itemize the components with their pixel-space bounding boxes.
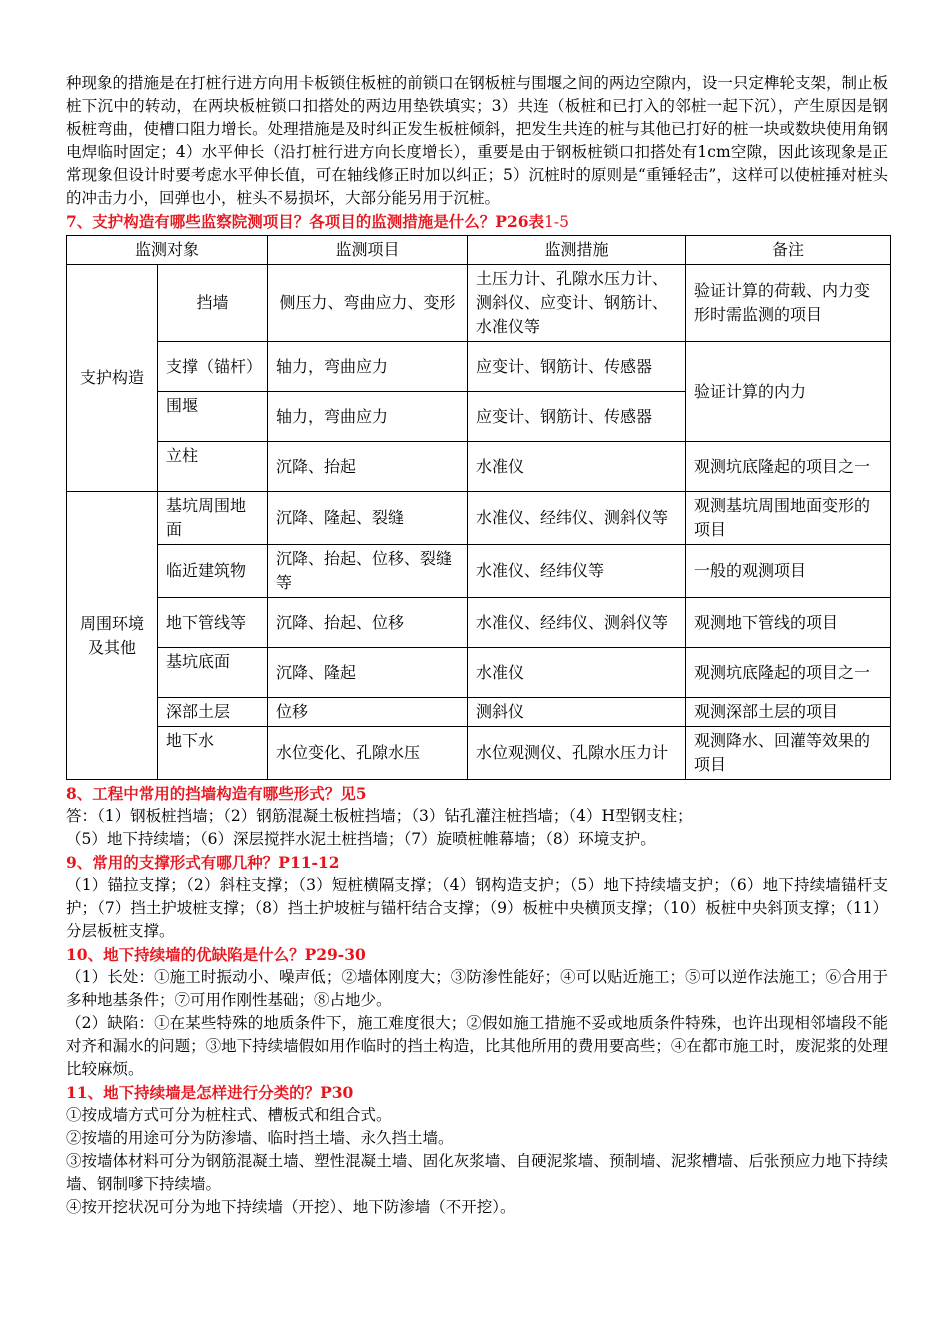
question-11-title: 11、地下持续墙是怎样进行分类的？P30 bbox=[66, 1083, 354, 1102]
cell-note: 观测坑底隆起的项目之一 bbox=[686, 648, 891, 698]
cell-note: 观测深部土层的项目 bbox=[686, 698, 891, 727]
cell-note: 观测基坑周围地面变形的项目 bbox=[686, 492, 891, 545]
group-support-structure: 支护构造 bbox=[67, 265, 158, 492]
question-8-answer-line: 答：（1）钢板桩挡墙；（2）钢筋混凝土板桩挡墙；（3）钻孔灌注桩挡墙；（4）H型钢支柱； bbox=[66, 807, 693, 825]
cell-item: 位移 bbox=[268, 698, 468, 727]
table-row bbox=[67, 698, 891, 727]
cell-item: 水位变化、孔隙水压 bbox=[268, 727, 468, 780]
group-environment: 周围环境及其他 bbox=[67, 492, 158, 780]
cell-item: 沉降、隆起、裂缝 bbox=[268, 492, 468, 545]
cell-method: 测斜仪 bbox=[468, 698, 686, 727]
cell-note: 验证计算的荷载、内力变形时需监测的项目 bbox=[686, 265, 891, 342]
intro-paragraph: 种现象的措施是在打桩行进方向用卡板锁住板桩的前锁口在钢板桩与围堰之间的两边空隙内，设一只定榫轮支架，制止板桩下沉中的转动，在两块板桩锁口扣搭处的两边用垫铁填实；3）共连（板桩和已打入的邻桩一起下沉），产生原因是钢板桩弯曲，使槽口阻力增长。处理措施是及时纠正发生板桩倾斜，把发生共连的桩与其他已打好的桩一块或数块使用角钢电焊临时固定；4）水平伸长（沿打桩行进方向长度增长），重要是由于钢板桩锁口扣搭处有1cm空隙，因此该现象是正常现象但设计时要考虑水平伸长值，可在轴线修正时加以纠正；5）沉桩时的原则是“重锤轻击”，这样可以使桩捶对桩头的冲击力小，回弹也小，桩头不易损坏，大部分能另用于沉桩。 bbox=[66, 74, 888, 207]
list-item: ④按开挖状况可分为地下持续墙（开挖）、地下防渗墙（不开挖）。 bbox=[66, 1198, 516, 1216]
question-8-answer-line: （5）地下持续墙；（6）深层搅拌水泥土桩挡墙；（7）旋喷桩帷幕墙；（8）环境支护。 bbox=[66, 830, 656, 848]
question-10-title: 10、地下持续墙的优缺陷是什么？P29-30 bbox=[66, 945, 366, 964]
question-10-cons: （2）缺陷：①在某些特殊的地质条件下，施工难度很大；②假如施工措施不妥或地质条件特殊，也许出现相邻墙段不能对齐和漏水的问题；③地下持续墙假如用作临时的挡土构造，比其他所用的费用要高些；④在都市施工时，废泥浆的处理比较麻烦。 bbox=[66, 1014, 888, 1078]
cell-object: 基坑底面 bbox=[158, 648, 268, 698]
cell-note: 观测地下管线的项目 bbox=[686, 598, 891, 648]
cell-method: 应变计、钢筋计、传感器 bbox=[468, 342, 686, 392]
cell-object: 挡墙 bbox=[158, 265, 268, 342]
cell-method: 水准仪 bbox=[468, 648, 686, 698]
cell-note: 验证计算的内力 bbox=[686, 342, 891, 442]
table-row bbox=[67, 442, 891, 492]
question-8-title: 8、工程中常用的挡墙构造有哪些形式？见5 bbox=[66, 784, 367, 803]
table-row bbox=[67, 598, 891, 648]
question-7-heading bbox=[66, 210, 888, 234]
cell-item: 轴力，弯曲应力 bbox=[268, 342, 468, 392]
cell-object: 立柱 bbox=[158, 442, 268, 492]
cell-method: 水准仪、经纬仪、测斜仪等 bbox=[468, 598, 686, 648]
table-row bbox=[67, 648, 891, 698]
list-item: ③按墙体材料可分为钢筋混凝土墙、塑性混凝土墙、固化灰浆墙、自硬泥浆墙、预制墙、泥浆槽墙、后张预应力地下持续墙、钢制嗲下持续墙。 bbox=[66, 1152, 888, 1193]
table-row bbox=[67, 265, 891, 342]
cell-note: 观测降水、回灌等效果的项目 bbox=[686, 727, 891, 780]
table-row bbox=[67, 492, 891, 545]
cell-object: 基坑周围地面 bbox=[158, 492, 268, 545]
header-method: 监测措施 bbox=[468, 236, 686, 265]
header-note: 备注 bbox=[686, 236, 891, 265]
question-7-title-tail: 1-5 bbox=[544, 213, 569, 231]
cell-note: 观测坑底隆起的项目之一 bbox=[686, 442, 891, 492]
cell-object: 临近建筑物 bbox=[158, 545, 268, 598]
monitoring-table bbox=[66, 235, 891, 780]
cell-item: 沉降、抬起 bbox=[268, 442, 468, 492]
cell-item: 侧压力、弯曲应力、变形 bbox=[268, 265, 468, 342]
cell-object: 地下水 bbox=[158, 727, 268, 780]
table-header-row bbox=[67, 236, 891, 265]
question-7-title: 7、支护构造有哪些监察院测项目？各项目的监测措施是什么？P26表 bbox=[66, 212, 545, 231]
cell-item: 沉降、抬起、位移、裂缝等 bbox=[268, 545, 468, 598]
question-10-pros: （1）长处：①施工时振动小、噪声低；②墙体刚度大；③防渗性能好；④可以贴近施工；⑤可以逆作法施工；⑥合用于多种地基条件；⑦可用作刚性基础；⑧占地少。 bbox=[66, 968, 888, 1009]
cell-object: 深部土层 bbox=[158, 698, 268, 727]
cell-method: 应变计、钢筋计、传感器 bbox=[468, 392, 686, 442]
list-item: ②按墙的用途可分为防渗墙、临时挡土墙、永久挡土墙。 bbox=[66, 1129, 454, 1147]
cell-note: 一般的观测项目 bbox=[686, 545, 891, 598]
table-row bbox=[67, 545, 891, 598]
table-row bbox=[67, 727, 891, 780]
cell-item: 轴力，弯曲应力 bbox=[268, 392, 468, 442]
cell-object: 支撑（锚杆） bbox=[158, 342, 268, 392]
cell-item: 沉降、抬起、位移 bbox=[268, 598, 468, 648]
cell-item: 沉降、隆起 bbox=[268, 648, 468, 698]
question-9-title: 9、常用的支撑形式有哪几种？P11-12 bbox=[66, 853, 340, 872]
cell-method: 水准仪、经纬仪、测斜仪等 bbox=[468, 492, 686, 545]
cell-method: 土压力计、孔隙水压力计、测斜仪、应变计、钢筋计、水准仪等 bbox=[468, 265, 686, 342]
table-row bbox=[67, 342, 891, 392]
cell-method: 水准仪、经纬仪等 bbox=[468, 545, 686, 598]
cell-method: 水位观测仪、孔隙水压力计 bbox=[468, 727, 686, 780]
list-item: ①按成墙方式可分为桩柱式、槽板式和组合式。 bbox=[66, 1106, 392, 1124]
question-9-answer: （1）锚拉支撑；（2）斜柱支撑；（3）短桩横隔支撑；（4）钢构造支护；（5）地下持续墙支护；（6）地下持续墙锚杆支护；（7）挡土护坡桩支撑；（8）挡土护坡桩与锚杆结合支撑；（9）板桩中央横顶支撑；（10）板桩中央斜顶支撑；（11）分层板桩支撑。 bbox=[66, 876, 888, 940]
cell-method: 水准仪 bbox=[468, 442, 686, 492]
header-object: 监测对象 bbox=[67, 236, 268, 265]
cell-object: 围堰 bbox=[158, 392, 268, 442]
header-item: 监测项目 bbox=[268, 236, 468, 265]
cell-object: 地下管线等 bbox=[158, 598, 268, 648]
